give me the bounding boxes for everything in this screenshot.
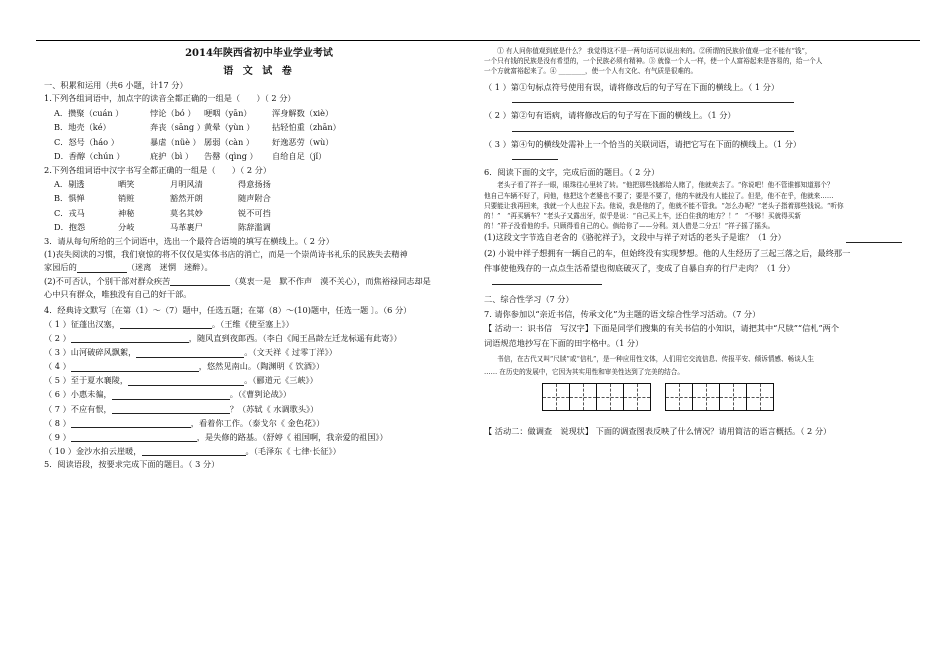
- grid-cell[interactable]: [624, 384, 650, 410]
- q6-answer-2[interactable]: [492, 274, 602, 285]
- grid-cell[interactable]: [693, 384, 720, 410]
- poem-line-prefix: （ 5 ）至于夏水襄陵，: [44, 375, 129, 386]
- top-rule: [36, 40, 920, 41]
- poem-line-source: ，悠然见南山。（陶渊明《 饮酒》）: [198, 361, 325, 372]
- grid-cell[interactable]: [597, 384, 624, 410]
- q5-passage: [484, 46, 912, 77]
- poem-line-prefix: （ 9 ）: [44, 431, 71, 442]
- option-cell: C．怒号（háo ）: [54, 136, 119, 147]
- tianzige-grid-2: [665, 383, 774, 411]
- poem-line-prefix: （ 6 ）小惠未徧，: [44, 389, 112, 400]
- option-cell: 陈辞滥调: [238, 222, 271, 233]
- poem-line-prefix: （ 3 ）山河破碎风飘絮，: [44, 347, 137, 358]
- q4-stem: 4．经典诗文默写〔在第（1）～（7）题中，任选五题；在第（8）～(10)题中，任选一题 〕。（6 分）: [44, 304, 412, 315]
- passage-line: 一个只有钱的民族是没有希望的，一个民族必须有精神。③ 就像一个人一样，使一个人富裕起来是容易的，给一个人: [484, 57, 823, 66]
- option-cell: 豁然开朗: [170, 193, 203, 204]
- option-cell: C．戎马: [54, 207, 85, 218]
- q3-s2-options: （莫衷一是 默不作声 漠不关心），而焦裕禄同志却是: [230, 275, 431, 286]
- q6-sub2a: (2) 小说中祥子想拥有一辆自己的车，但始终没有实现梦想。他的人生经历了三起三落之后，最终那一: [484, 247, 851, 258]
- q3-sentence1a: (1)丧失阅读的习惯，我们衰惊的将不仅仅是实体书店的消亡，而是一个崇尚诗书礼乐的民族失去精神: [44, 249, 408, 260]
- poem-blank[interactable]: [71, 363, 199, 372]
- poem-line: [44, 320, 474, 329]
- poem-line-prefix: （ 10 ）金沙水拍云崖暖，: [44, 445, 142, 456]
- tianzige-grids: [542, 383, 912, 411]
- option-cell: 马革裹尸: [170, 222, 203, 233]
- passage-line: ① 有人问你值观到底是什么？ 我觉得这不是一两句话可以说出来的。②所谓的民族价值观一定不能有“钱”，: [484, 47, 812, 55]
- grid-cell[interactable]: [570, 384, 597, 410]
- option-cell: 得意扬扬: [238, 178, 271, 189]
- q3-stem: 3．请从每句所给的三个词语中，选出一个最符合语境的填写在横线上。（ 2 分）: [44, 235, 334, 246]
- passage-line: 的！”祥子没看他的手。只顾得看自己的心。倘给你了——分利。刘人借是二分五！”祥子摇了摇头。: [484, 222, 775, 231]
- option-cell: 神秘: [118, 207, 135, 218]
- poem-line: [44, 447, 474, 456]
- q6-stem: 6．阅读下面的文字，完成后面的题目。（ 2 分）: [484, 166, 660, 177]
- q6-sub2b: 件事使他残存的一点点生活希望也彻底破灭了，变成了自暴自弃的行尸走肉？（1 分）: [484, 263, 795, 274]
- option-cell: 浑身解数（xiè）: [272, 107, 334, 118]
- option-cell: 晒笑: [118, 178, 135, 189]
- section2-heading: 二、综合性学习（7 分）: [484, 293, 574, 304]
- option-cell: 哽咽（yān）: [204, 107, 252, 118]
- poem-line-source: 。（毛泽东《 七律·长征》）: [245, 445, 341, 456]
- poem-line: [44, 376, 474, 385]
- poem-line-source: ，是失修的路基。（舒婷《 祖国啊，我亲爱的祖国》）: [196, 431, 388, 442]
- poem-line: [44, 405, 474, 414]
- option-cell: D．香醇（chún ）: [54, 151, 125, 162]
- option-cell: A．攒聚（cuán ）: [54, 107, 124, 118]
- poem-blank[interactable]: [112, 405, 230, 414]
- option-row[interactable]: [44, 152, 474, 161]
- option-cell: 悖论（bó ）: [150, 107, 196, 118]
- grid-cell[interactable]: [543, 384, 570, 410]
- option-cell: 锐不可挡: [238, 207, 271, 218]
- option-cell: 随声附合: [238, 193, 271, 204]
- option-cell: 自给自足（jǐ）: [272, 151, 327, 162]
- left-column: [44, 46, 474, 470]
- passage-line: 他自己车辆不好了，问他，他把这个老婆也不要了；要是不要了，他的车就没有人能拉了。但是，他不在乎，他就来……: [484, 191, 834, 200]
- option-cell: 莫名其妙: [170, 207, 203, 218]
- poem-blank[interactable]: [71, 419, 191, 428]
- q5-sub1: （ 1 ）第①句标点符号使用有误，请将修改后的句子写在下面的横线上。（ 1 分）: [484, 81, 780, 92]
- activity2-line: 【 活动二：做调查 说现状】 下面的调查图表反映了什么情况？请用简洁的语言概括。（ 2 分）: [484, 425, 832, 436]
- q3-s1-prefix: 家园后的: [44, 262, 77, 273]
- option-row[interactable]: [44, 223, 474, 232]
- poem-line-prefix: （ 4 ）: [44, 361, 71, 372]
- poem-line-source: ，随风直到夜郎西。（李白《闻王昌龄左迁龙标遥有此寄》）: [188, 332, 402, 343]
- poem-blank[interactable]: [71, 433, 197, 442]
- tianzige-grid-1: [542, 383, 651, 411]
- poem-blank[interactable]: [120, 320, 212, 329]
- poem-line: [44, 390, 474, 399]
- activity1-note1: 书信，在古代又叫“尺牍”或“信札”，是一种应用性文体，人们用它交流信息、传报平安、倾诉情感、畅谈人生: [484, 355, 814, 364]
- option-row[interactable]: [44, 138, 474, 147]
- poem-line-source: 。（王维《使至塞上》）: [211, 318, 294, 329]
- right-column: [484, 46, 912, 436]
- poem-line: [44, 334, 474, 343]
- option-cell: 庇护（bì ）: [150, 151, 194, 162]
- poem-blank[interactable]: [142, 447, 246, 456]
- option-cell: 告罄（qìng ）: [204, 151, 258, 162]
- q1-options: [44, 109, 474, 162]
- q2-stem: 2.下列各组词语中汉字书写全都正确的一组是（ ）（ 2 分）: [44, 164, 272, 175]
- option-row[interactable]: [44, 194, 474, 203]
- q3-sentence2a: [44, 277, 474, 286]
- q3-s1-options: （迷离 迷惘 迷醉）。: [126, 262, 213, 273]
- option-cell: 奔丧（sāng ）: [150, 122, 205, 133]
- option-cell: 暴虐（nüè ）: [150, 136, 201, 147]
- poem-line-source: 。（《曹刿论战》）: [229, 389, 292, 400]
- option-cell: 好逸恶劳（wù）: [272, 136, 334, 147]
- poem-line-prefix: （ 7 ）不应有恨，: [44, 403, 112, 414]
- option-cell: 销赃: [118, 193, 135, 204]
- option-cell: B．惧惮: [54, 193, 85, 204]
- q6-sub1: [484, 233, 912, 242]
- activity1-line1: 【 活动一：识书信 写汉字】下面是同学们搜集的有关书信的小知识，请把其中“尺牍”“信札”两个: [484, 322, 840, 333]
- q4-lines: [44, 320, 474, 456]
- option-cell: 月明风清: [170, 178, 203, 189]
- poem-line-source: 。（郦道元《三峡》）: [244, 375, 318, 386]
- q5-stem: 5．阅读语段，按要求完成下面的题目。（ 3 分）: [44, 459, 220, 470]
- option-row[interactable]: [44, 109, 474, 118]
- passage-line: 的！” “再买辆车？”老头子又露出牙，似乎是说：“自己买上车，还白住我的地方？！” “不够！买就得买新: [484, 212, 801, 220]
- option-cell: A．剔透: [54, 178, 85, 189]
- q3-blank-1[interactable]: [77, 264, 127, 273]
- q6-passage: [484, 180, 912, 231]
- poem-line-prefix: （ 1 ）征蓬出汉塞，: [44, 318, 120, 329]
- option-row[interactable]: [44, 209, 474, 218]
- grid-cell[interactable]: [720, 384, 747, 410]
- option-cell: 拈轻怕重（zhān）: [272, 122, 341, 133]
- q6-sub1-text: (1)这段文字节选自老舍的《骆驼祥子》，文段中与祥子对话的老头子是谁？（1 分）: [484, 232, 786, 243]
- activity1-line2: 词语规范地抄写在下面的田字格中。（1 分）: [484, 337, 644, 348]
- poem-blank[interactable]: [136, 349, 244, 358]
- q6-answer-1[interactable]: [846, 234, 902, 243]
- poem-line: [44, 433, 474, 442]
- option-cell: 分岐: [118, 222, 135, 233]
- option-cell: 黄晕（yùn ）: [204, 122, 255, 133]
- exam-subtitle: 语 文 试 卷: [223, 65, 295, 77]
- q3-blank-2[interactable]: [170, 277, 230, 286]
- q5-sub2: （ 2 ）第②句有语病，请将修改后的句子写在下面的横线上。（1 分）: [484, 110, 736, 121]
- q7-stem: 7. 请你参加以“亲近书信，传承文化”为主题的语文综合性学习活动。（7 分）: [484, 309, 761, 320]
- poem-line: [44, 348, 474, 357]
- grid-cell[interactable]: [747, 384, 773, 410]
- passage-line: 只要能让我再回来，我就一个人也拉下去。他说，我是他的了，他就不能不管我。“怎么办呢？”老头子指着那些钱说。“听你: [484, 201, 844, 210]
- poem-blank[interactable]: [71, 334, 189, 343]
- poem-line-prefix: （ 8 ）: [44, 417, 71, 428]
- poem-line-source: ，看着你工作。（泰戈尔《 金色花》）: [190, 417, 325, 428]
- grid-cell[interactable]: [666, 384, 693, 410]
- option-cell: D．抱怨: [54, 222, 86, 233]
- q2-options: [44, 180, 474, 233]
- option-row[interactable]: [44, 180, 474, 189]
- poem-blank[interactable]: [112, 391, 230, 400]
- option-cell: 孱弱（càn ）: [204, 136, 255, 147]
- q1-stem: 1.下列各组词语中，加点字的读音全都正确的一组是（ ）（ 2 分）: [44, 93, 296, 104]
- poem-line: [44, 362, 474, 371]
- passage-line: 老头子看了祥子一眼，眼珠往心里转了转。“他把那些钱都给人赌了，他就卖去了。“你说吧！他不管谁都知道那个？: [484, 181, 834, 190]
- q3-sentence1b: [44, 263, 474, 272]
- q5-answer-line-1[interactable]: [512, 92, 794, 103]
- q3-sentence2b: 心中只有群众，唯独没有自己的好干部。: [44, 289, 192, 300]
- section1-heading: 一、积累和运用（共6 小题，计17 分）: [44, 80, 188, 90]
- poem-line-source: 。（文天祥《 过零丁洋》）: [244, 347, 337, 358]
- q5-answer-line-2[interactable]: [512, 121, 794, 132]
- poem-line-prefix: （ 2 ）: [44, 332, 71, 343]
- poem-line-source: ？（苏轼《 水调歌头》）: [229, 403, 319, 414]
- passage-line: 一个方就富裕起来了。④ ________，使一个人有文化、有气质是很难的。: [484, 67, 698, 76]
- option-cell: B．地壳（ké）: [54, 122, 111, 133]
- activity1-note2: …… 在历史的发展中，它因为其实用性和审美性达到了完美的结合。: [484, 367, 684, 376]
- poem-line: [44, 419, 474, 428]
- q3-s2-prefix: (2)不可否认，个别干部对群众疾苦: [44, 275, 171, 286]
- poem-blank[interactable]: [128, 377, 244, 386]
- option-row[interactable]: [44, 123, 474, 132]
- exam-title: 2014年陕西省初中毕业学业考试: [185, 48, 333, 59]
- q5-sub3: （ 3 ）第④句的横线处需补上一个恰当的关联词语，请把它写在下面的横线上。（1 分）: [484, 138, 802, 149]
- q5-answer-line-3[interactable]: [512, 149, 558, 160]
